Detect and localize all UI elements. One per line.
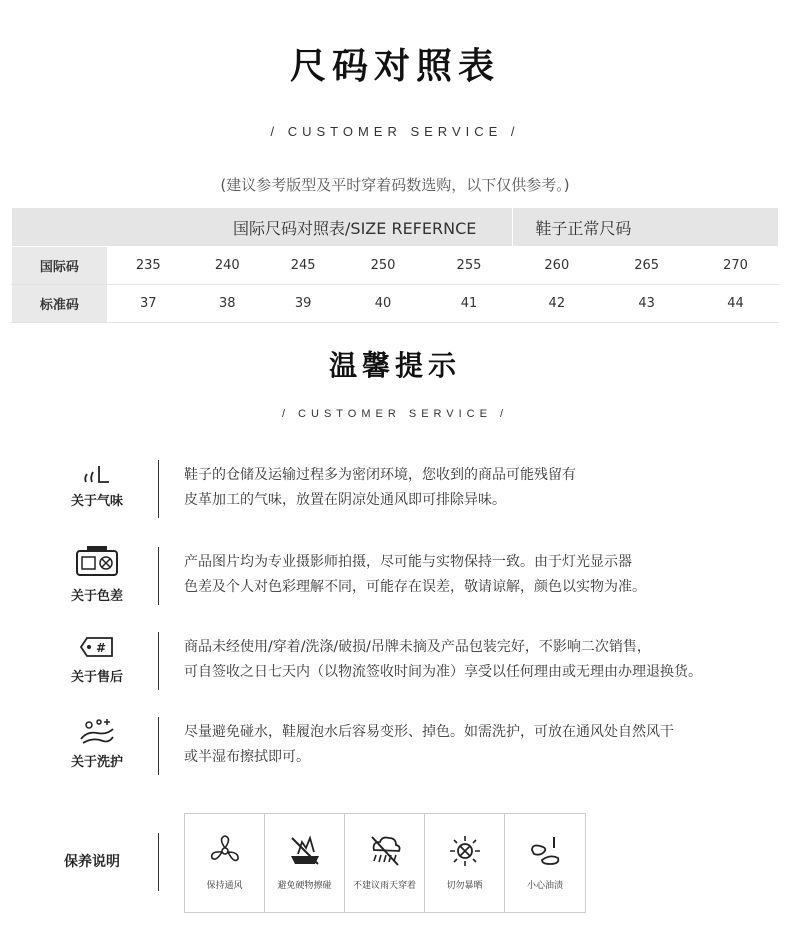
table-cell: 240 bbox=[189, 247, 265, 285]
fan-icon bbox=[208, 834, 242, 868]
tip-color bbox=[0, 547, 790, 617]
no-scratch-icon bbox=[288, 834, 322, 868]
table-row bbox=[12, 285, 779, 323]
table-cell: 40 bbox=[341, 285, 425, 323]
no-sun-icon bbox=[448, 834, 482, 868]
tip-label: 关于色差 bbox=[70, 589, 123, 604]
table-cell: 39 bbox=[265, 285, 341, 323]
tip-after-sale bbox=[0, 632, 790, 702]
size-table-title: 国际尺码对照表/SIZE REFERNCE bbox=[12, 208, 513, 247]
tip-text: 尽量避免碰水，鞋履泡水后容易变形、掉色。如需洗护，可放在通风处自然风干 或半湿布擦拭即可。 bbox=[184, 724, 674, 765]
divider bbox=[158, 833, 159, 891]
row-label: 标准码 bbox=[12, 285, 108, 323]
tip-wash bbox=[0, 717, 790, 787]
table-cell: 37 bbox=[107, 285, 189, 323]
table-cell: 265 bbox=[601, 247, 693, 285]
size-table bbox=[11, 207, 779, 323]
table-cell: 42 bbox=[513, 285, 601, 323]
care-grid bbox=[184, 813, 586, 913]
divider bbox=[158, 460, 159, 518]
tag-icon bbox=[79, 636, 115, 658]
tip-smell bbox=[0, 460, 790, 530]
care-item bbox=[265, 814, 345, 912]
care-item bbox=[185, 814, 265, 912]
divider bbox=[158, 717, 159, 775]
tip-label: 关于气味 bbox=[70, 494, 123, 509]
table-cell: 270 bbox=[693, 247, 779, 285]
care-item-label: 保持通风 bbox=[206, 881, 243, 891]
table-cell: 41 bbox=[425, 285, 513, 323]
oil-stain-icon bbox=[528, 834, 562, 868]
care-item bbox=[505, 814, 585, 912]
tip-text: 鞋子的仓储及运输过程多为密闭环境，您收到的商品可能残留有 皮革加工的气味，放置在阴凉处通风即可排除异味。 bbox=[184, 467, 576, 508]
tip-label: 关于售后 bbox=[70, 670, 123, 685]
table-cell: 38 bbox=[189, 285, 265, 323]
table-cell: 44 bbox=[693, 285, 779, 323]
table-cell: 250 bbox=[341, 247, 425, 285]
tip-label: 关于洗护 bbox=[70, 755, 123, 770]
tips-subtitle: / CUSTOMER SERVICE / bbox=[281, 408, 509, 420]
page-subtitle: / CUSTOMER SERVICE / bbox=[270, 124, 520, 139]
care-item-label: 不建议雨天穿着 bbox=[352, 881, 416, 891]
smell-icon bbox=[82, 460, 112, 486]
table-row bbox=[12, 247, 779, 285]
care-item bbox=[425, 814, 505, 912]
divider bbox=[158, 632, 159, 690]
tips-title: 温馨提示 bbox=[328, 349, 461, 382]
table-cell: 245 bbox=[265, 247, 341, 285]
tip-text: 产品图片均为专业摄影师拍摄，尽可能与实物保持一致。由于灯光显示器 色差及个人对色彩理解不同，可能存在误差，敬请谅解，颜色以实物为准。 bbox=[184, 554, 646, 595]
row-label: 国际码 bbox=[12, 247, 108, 285]
care-item-label: 小心油渍 bbox=[526, 881, 563, 891]
svg-text:#: # bbox=[96, 641, 107, 655]
wash-icon bbox=[77, 717, 117, 747]
tip-text: 商品未经使用/穿着/洗涤/破损/吊牌未摘及产品包装完好，不影响二次销售， 可自签收之日七天内（以物流签收时间为准）享受以任何理由或无理由办理退换货。 bbox=[184, 639, 702, 680]
care-label: 保养说明 bbox=[64, 854, 120, 870]
table-cell: 260 bbox=[513, 247, 601, 285]
table-cell: 255 bbox=[425, 247, 513, 285]
size-table-side-title: 鞋子正常尺码 bbox=[513, 208, 779, 247]
divider bbox=[158, 547, 159, 605]
table-cell: 43 bbox=[601, 285, 693, 323]
no-rain-icon bbox=[368, 834, 402, 868]
care-item bbox=[345, 814, 425, 912]
care-item-label: 切勿暴晒 bbox=[446, 881, 483, 891]
page-title: 尺码对照表 bbox=[289, 46, 500, 87]
size-note: (建议参考版型及平时穿着码数选购，以下仅供参考。) bbox=[220, 176, 570, 194]
size-table-header bbox=[12, 208, 779, 247]
camera-icon bbox=[75, 545, 119, 577]
care-item-label: 避免硬物擦碰 bbox=[277, 881, 332, 891]
table-cell: 235 bbox=[107, 247, 189, 285]
